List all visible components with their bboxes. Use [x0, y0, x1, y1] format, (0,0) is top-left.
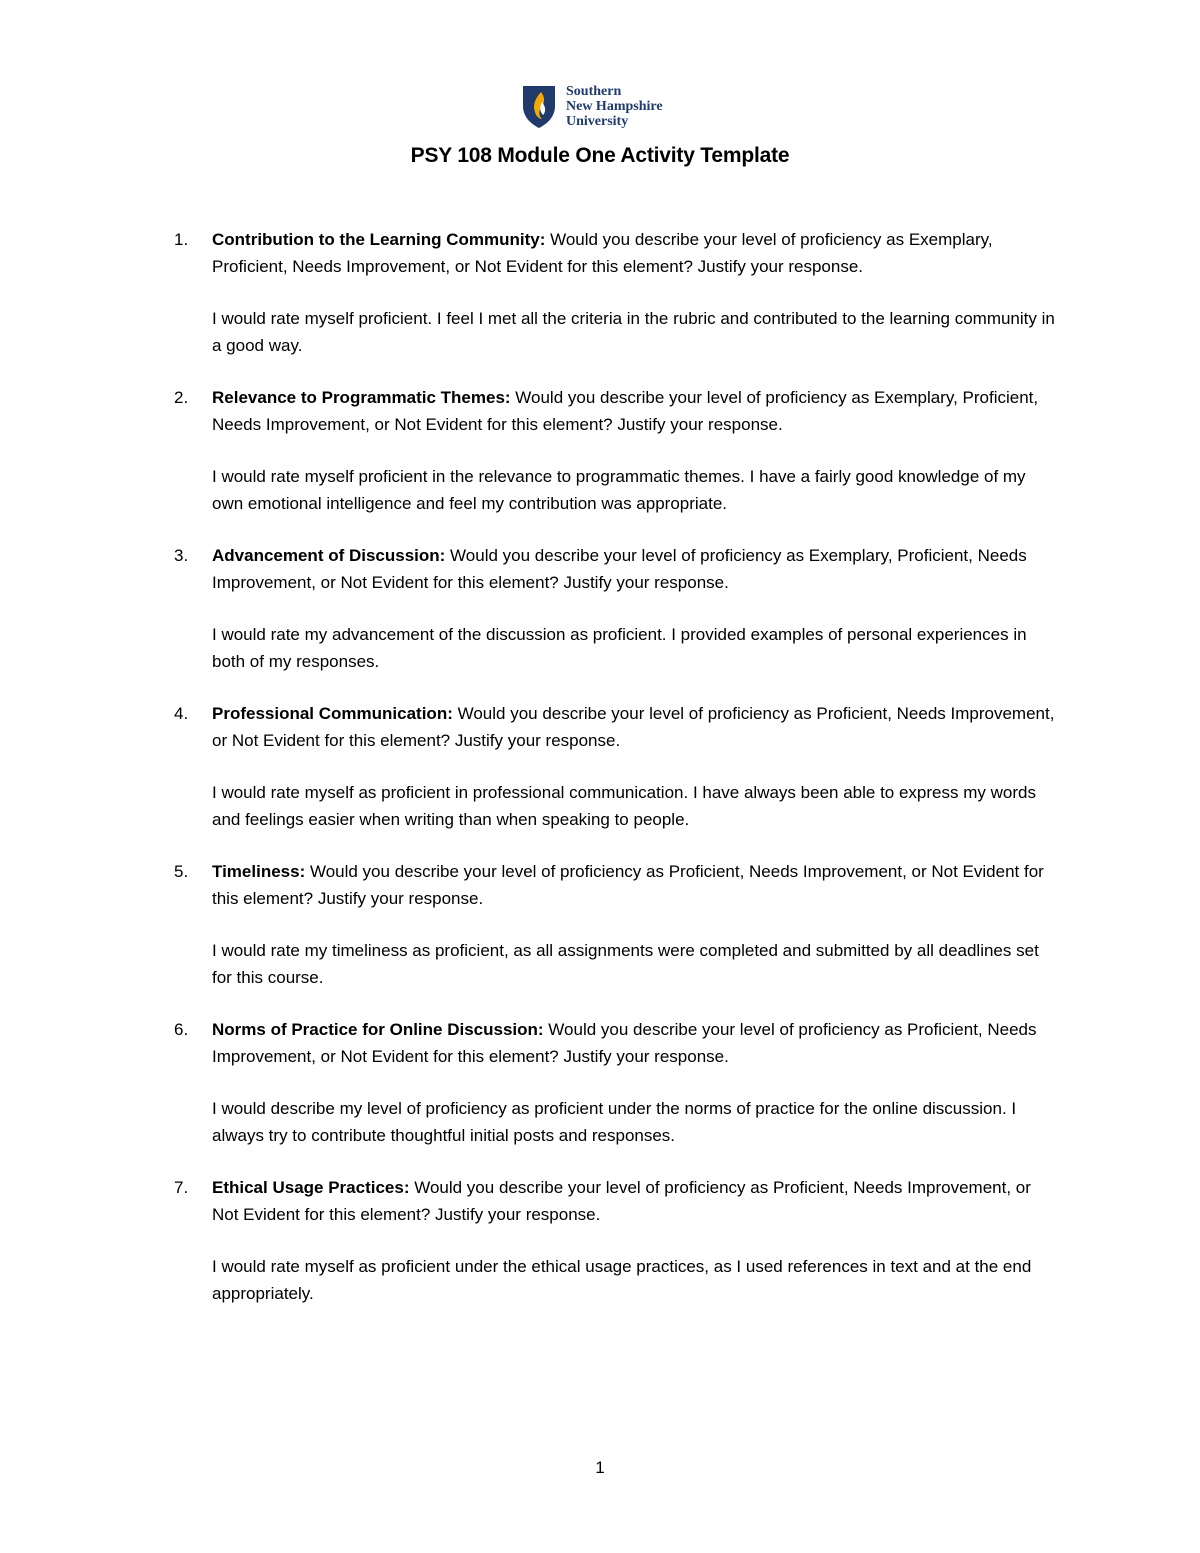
item-answer: I would rate my timeliness as proficient, as all assignments were completed and submitted by all deadlines set for this course.	[212, 941, 1039, 987]
page-number: 1	[595, 1458, 605, 1477]
item-question-text: Would you describe your level of proficiency as Exemplary, Proficient, Needs Improvement, or Not Evident for this element? Justify your response.	[212, 230, 993, 276]
item-number: 1.	[174, 230, 189, 249]
shield-flame-icon	[521, 84, 557, 130]
list-item	[0, 700, 1200, 833]
item-answer: I would rate my advancement of the discussion as proficient. I provided examples of personal experiences in both of my responses.	[212, 625, 1027, 671]
list-item	[0, 542, 1200, 675]
item-question	[212, 1016, 1057, 1070]
item-heading: Relevance to Programmatic Themes:	[212, 388, 511, 407]
item-question	[212, 700, 1057, 754]
logo-line-3: University	[566, 114, 629, 129]
item-answer: I would describe my level of proficiency as proficient under the norms of practice for the online discussion. I always try to contribute thoughtful initial posts and responses.	[212, 1099, 1017, 1145]
list-item	[0, 226, 1200, 359]
item-heading: Ethical Usage Practices:	[212, 1178, 410, 1197]
item-number: 5.	[174, 862, 189, 881]
list-item	[0, 1016, 1200, 1149]
item-question	[212, 1174, 1057, 1228]
university-logo	[521, 84, 663, 130]
item-question	[212, 384, 1057, 438]
item-number: 6.	[174, 1020, 189, 1039]
item-number: 3.	[174, 546, 189, 565]
item-answer: I would rate myself proficient in the relevance to programmatic themes. I have a fairly good knowledge of my own emotional intelligence and feel my contribution was appropriate.	[212, 467, 1026, 513]
item-answer: I would rate myself proficient. I feel I met all the criteria in the rubric and contributed to the learning community in a good way.	[212, 309, 1055, 355]
item-answer: I would rate myself as proficient under the ethical usage practices, as I used references in text and at the end appropriately.	[212, 1257, 1032, 1303]
item-question	[212, 858, 1057, 912]
item-question-text: Would you describe your level of proficiency as Proficient, Needs Improvement, or Not Evident for this element? Justify your response.	[212, 1178, 1031, 1224]
item-question	[212, 226, 1057, 280]
item-number: 7.	[174, 1178, 189, 1197]
item-question-text: Would you describe your level of proficiency as Exemplary, Proficient, Needs Improvement, or Not Evident for this element? Justify your response.	[212, 388, 1039, 434]
item-question-text: Would you describe your level of proficiency as Proficient, Needs Improvement, or Not Evident for this element? Justify your response.	[212, 862, 1044, 908]
logo-line-2: New Hampshire	[566, 99, 663, 114]
page-title: PSY 108 Module One Activity Template	[410, 144, 790, 167]
item-heading: Advancement of Discussion:	[212, 546, 446, 565]
item-heading: Contribution to the Learning Community:	[212, 230, 546, 249]
item-question-text: Would you describe your level of proficiency as Proficient, Needs Improvement, or Not Evident for this element? Justify your response.	[212, 704, 1055, 750]
logo-line-1: Southern	[566, 84, 622, 99]
item-heading: Norms of Practice for Online Discussion:	[212, 1020, 544, 1039]
item-heading: Professional Communication:	[212, 704, 453, 723]
item-number: 2.	[174, 388, 189, 407]
list-item	[0, 858, 1200, 991]
question-list	[0, 226, 1200, 1332]
list-item	[0, 384, 1200, 517]
item-question	[212, 542, 1057, 596]
item-question-text: Would you describe your level of proficiency as Proficient, Needs Improvement, or Not Evident for this element? Justify your response.	[212, 1020, 1037, 1066]
list-item	[0, 1174, 1200, 1307]
logo-wordmark	[566, 84, 663, 129]
item-number: 4.	[174, 704, 189, 723]
item-answer: I would rate myself as proficient in professional communication. I have always been able to express my words and feelings easier when writing than when speaking to people.	[212, 783, 1036, 829]
item-heading: Timeliness:	[212, 862, 306, 881]
item-question-text: Would you describe your level of proficiency as Exemplary, Proficient, Needs Improvement, or Not Evident for this element? Justify your response.	[212, 546, 1027, 592]
